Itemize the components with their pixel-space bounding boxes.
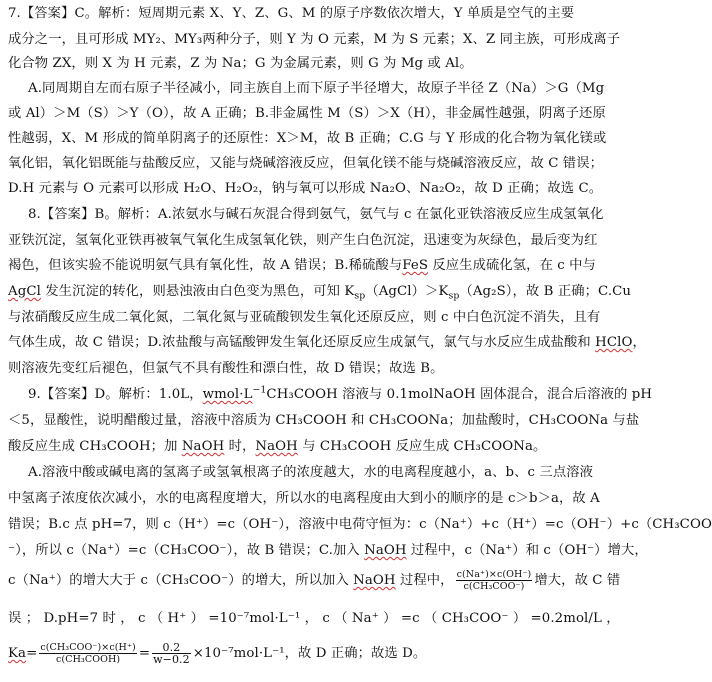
naoh-term-2: NaOH <box>255 439 298 454</box>
q8-line-6-text-b: ， <box>632 335 646 350</box>
q9-line-2: ＜5，显酸性，说明醋酸过量，溶液中溶质为 CH₃COOH 和 CH₃COONa；加盐酸时，CH₃COONa 与盐 <box>8 413 640 428</box>
q9-line-4: A.溶液中酸或碱电离的氢离子或氢氧根离子的浓度越大，水的电离程度越小，a、b、c 三点溶液 <box>28 465 594 480</box>
ka-fraction-1-denominator: c(CH₃COOH) <box>55 654 121 665</box>
q9-line-6: 错误；B.c 点 pH=7，则 c（H⁺）=c（OH⁻），溶液中电荷守恒为：c（Na⁺）+c（H⁺）=c（OH⁻）+c（CH₃COO <box>8 517 712 532</box>
naoh-term-3: NaOH <box>364 543 407 558</box>
unit-exponent: −1 <box>252 384 267 396</box>
q9-line-10 <box>8 636 636 672</box>
ratio-numerator: c(Na⁺)×c(OH⁻) <box>456 569 532 580</box>
ka-fraction-1 <box>39 642 137 665</box>
q9-line-3-text-c: 与 CH₃COOH 反应生成 CH₃COONa。 <box>297 439 547 454</box>
q7-line-4: A.同周期自左而右原子半径减小，同主族自上而下原子半径增大，故原子半径 Z（Na）＞G（Mg <box>28 81 605 96</box>
q8-line-4-text-c: （AgCl）＞K <box>365 284 449 299</box>
naoh-term-4: NaOH <box>353 573 396 588</box>
ka-fraction-2 <box>152 642 191 665</box>
agcl-term: AgCl <box>8 284 41 299</box>
q9-line-10-eq-2: = <box>138 646 151 661</box>
q9-line-1 <box>28 382 653 408</box>
q8-line-3-text-b: 反应生成硫化氢，在 c 中与 <box>428 258 596 273</box>
naoh-term-1: NaOH <box>181 439 225 454</box>
q9-line-8-text-b: 过程中， <box>395 573 454 588</box>
q9-line-7-text-b: 过程中，c（Na⁺）和 c（OH⁻）增大， <box>406 543 648 558</box>
q9-line-10-text-c: ×10⁻⁷mol·L⁻¹，故 D 正确；故选 D。 <box>192 646 427 661</box>
q8-line-6 <box>8 330 646 356</box>
q9-line-10-eq-1: = <box>26 646 38 661</box>
ratio-fraction <box>456 569 533 592</box>
fes-term: FeS <box>402 258 429 273</box>
q9-line-3 <box>8 434 636 460</box>
q8-line-5: 与浓硝酸反应生成二氧化氮，二氧化氮与亚硫酸钡发生氧化还原反应，则 c 中白色沉淀不消失，且有 <box>8 310 601 325</box>
q8-line-1: 8.【答案】B。解析：A.浓氨水与碱石灰混合得到氨气，氨气与 c 在氯化亚铁溶液反应生成氢氧化 <box>28 207 604 222</box>
ka-fraction-2-denominator: w−0.2 <box>153 653 190 666</box>
hclo-term: HClO <box>595 335 633 350</box>
q9-line-8 <box>8 564 636 598</box>
q9-line-1-text-a: 9.【答案】D。解析：1.0L， <box>28 387 203 402</box>
q9-line-7 <box>8 538 648 564</box>
ksp-subscript-2: sp <box>448 290 460 302</box>
q7-line-1: 7.【答案】C。解析：短周期元素 X、Y、Z、G、M 的原子序数依次增大，Y 单质是空气的主要 <box>8 6 575 21</box>
q8-line-3 <box>8 253 636 279</box>
q9-line-7-text-a: ⁻），所以 c（Na⁺）=c（CH₃COO⁻），故 B 错误；C.加入 <box>8 543 365 558</box>
ka-fraction-2-numerator: 0.2 <box>152 642 191 654</box>
q9-line-5: 中氢离子浓度依次减小，水的电离程度增大，所以水的电离程度由大到小的顺序的是 c＞b＞a，故 A <box>8 491 600 506</box>
q9-line-9: 误 ； D.pH=7 时 ， c （ H⁺ ） =10⁻⁷mol·L⁻¹ ， c （ Na⁺ ） =c （ CH₃COO⁻ ） =0.2mol/L ， <box>8 611 620 626</box>
q7-line-6: 性越弱，X、M 形成的简单阴离子的还原性：X＞M，故 B 正确；C.G 与 Y 形成的化合物为氧化镁或 <box>8 131 607 146</box>
ka-fraction-1-numerator: c(CH₃COO⁻)×c(H⁺) <box>40 642 136 653</box>
concentration-term: wmol·L <box>202 387 253 402</box>
q8-line-4-text-b: 发生沉淀的转化，则悬浊液由白色变为黑色，可知 K <box>40 284 355 299</box>
q9-line-1-text-b: CH₃COOH 溶液与 0.1molNaOH 固体混合，混合后溶液的 pH <box>266 387 653 402</box>
ratio-denominator: c(CH₃COO⁻) <box>463 581 525 592</box>
ksp-subscript-1: sp <box>354 290 366 302</box>
q9-line-3-text-a: 酸反应生成 CH₃COOH；加 <box>8 439 182 454</box>
q8-line-7: 则溶液先变红后褪色，但氯气不具有酸性和漂白性，故 D 错误；故选 B。 <box>8 361 444 376</box>
q7-line-8: D.H 元素与 O 元素可以形成 H₂O、H₂O₂，钠与氧可以形成 Na₂O、Na₂O₂，故 D 正确；故选 C。 <box>8 181 603 196</box>
q8-line-3-text-a: 褐色，但该实验不能说明氨气具有氧化性，故 A 错误；B.稀硫酸与 <box>8 258 403 273</box>
q9-line-8-text-a: c（Na⁺）的增大大于 c（CH₃COO⁻）的增大，所以加入 <box>8 573 354 588</box>
q8-line-4 <box>8 279 636 305</box>
q8-line-6-text-a: 气体生成，故 C 错误；D.浓盐酸与高锰酸钾发生氧化还原反应生成氯气，氯气与水反应生成盐酸和 <box>8 335 596 350</box>
q7-line-3: 化合物 ZX，则 X 为 H 元素，Z 为 Na；G 为金属元素，则 G 为 Mg 或 Al。 <box>8 56 473 71</box>
q7-line-7: 氧化铝，氧化铝既能与盐酸反应，又能与烧碱溶液反应，但氧化镁不能与烧碱溶液反应，故 C 错误； <box>8 156 603 171</box>
q9-line-8-text-c: 增大，故 C 错 <box>534 573 621 588</box>
q7-line-2: 成分之一，且可形成 MY₂、MY₃两种分子，则 Y 为 O 元素，M 为 S 元素；X、Z 同主族，可形成离子 <box>8 32 621 47</box>
q8-line-4-text-d: （Ag₂S），故 B 正确；C.Cu <box>459 284 632 299</box>
ka-term: Ka <box>8 646 27 661</box>
q7-line-5: 或 Al）＞M（S）＞Y（O），故 A 正确；B.非金属性 M（S）＞X（H），非金属性越强，阴离子还原 <box>8 106 606 121</box>
q9-line-3-text-b: 时， <box>224 439 256 454</box>
q8-line-2: 亚铁沉淀，氢氧化亚铁再被氧气氧化生成氢氧化铁，则产生白色沉淀，迅速变为灰绿色，最后变为红 <box>8 233 598 248</box>
